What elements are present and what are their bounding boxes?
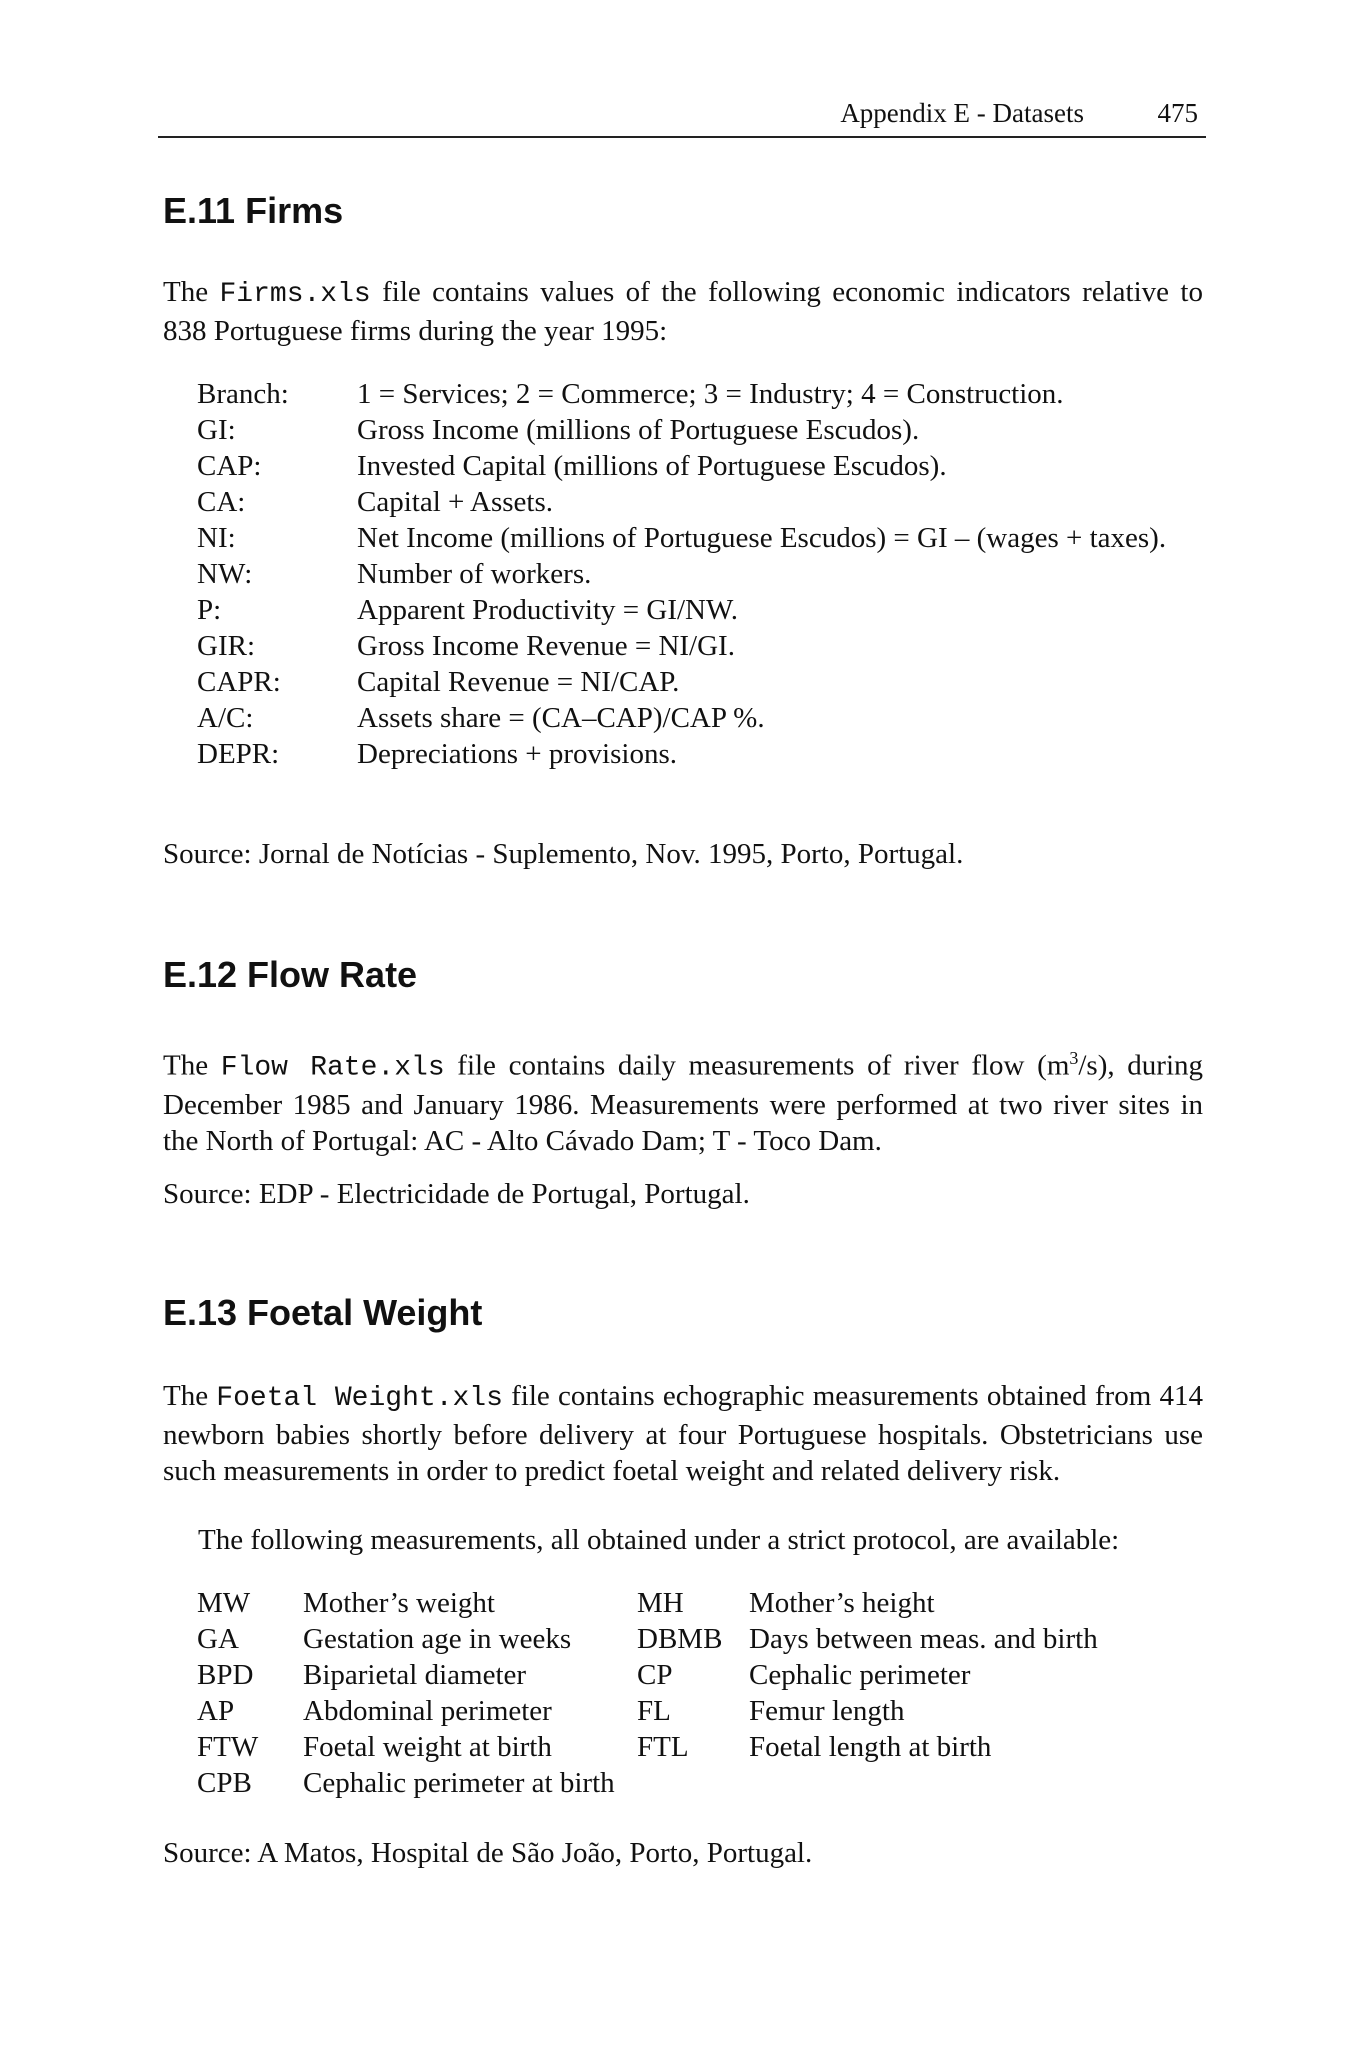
measurement-description: Mother’s weight: [303, 1587, 495, 1619]
flow-rate-filename: Flow Rate.xls: [220, 1052, 445, 1084]
measurement-description: Cephalic perimeter at birth: [303, 1767, 615, 1799]
measurement-code: CP: [637, 1659, 673, 1691]
measurement-description: Gestation age in weeks: [303, 1623, 572, 1655]
variable-code: A/C:: [197, 702, 254, 734]
measurement-code: [637, 1765, 749, 1801]
section-heading-foetal-weight: E.13 Foetal Weight: [163, 1292, 483, 1333]
variable-row: [197, 592, 1203, 628]
section-heading-flow-rate: E.12 Flow Rate: [163, 954, 418, 995]
variable-description: Depreciations + provisions.: [357, 738, 677, 770]
measurement-code: MW: [197, 1587, 251, 1619]
variable-code: CAPR:: [197, 666, 281, 698]
variable-code: GIR:: [197, 630, 255, 662]
variable-code: GI:: [197, 414, 236, 446]
measurement-code: FTL: [637, 1731, 689, 1763]
table-row: [197, 1585, 1149, 1621]
variable-description: Net Income (millions of Portuguese Escudos) = GI – (wages + taxes).: [357, 522, 1167, 554]
variable-row: [197, 520, 1203, 556]
foetal-weight-source: Source: A Matos, Hospital de São João, Porto, Portugal.: [163, 1837, 813, 1869]
measurement-description: Femur length: [749, 1695, 905, 1727]
table-row: [197, 1693, 1149, 1729]
table-row: [197, 1729, 1149, 1765]
measurement-description: Abdominal perimeter: [303, 1695, 552, 1727]
variable-code: CA:: [197, 486, 246, 518]
variable-row: [197, 628, 1203, 664]
flow-rate-source: Source: EDP - Electricidade de Portugal, Portugal.: [163, 1178, 750, 1210]
page-number: 475: [1157, 98, 1198, 128]
firms-intro: The Firms.xls file contains values of the following economic indicators relative to 838 Portuguese firms during the year 1995:: [163, 276, 1203, 347]
variable-description: Invested Capital (millions of Portuguese Escudos).: [357, 450, 947, 482]
variable-description: Number of workers.: [357, 558, 592, 590]
firms-filename: Firms.xls: [219, 279, 371, 310]
foetal-weight-lead: The following measurements, all obtained under a strict protocol, are available:: [198, 1524, 1120, 1556]
variable-code: NI:: [197, 522, 236, 554]
table-row: [197, 1657, 1149, 1693]
variable-row: [197, 700, 1203, 736]
measurement-description: [749, 1765, 1149, 1801]
variable-row: [197, 484, 1203, 520]
variable-row: [197, 448, 1203, 484]
variable-code: Branch:: [197, 378, 289, 410]
variable-row: [197, 412, 1203, 448]
measurement-description: Biparietal diameter: [303, 1659, 527, 1691]
measurement-code: CPB: [197, 1767, 252, 1799]
measurement-code: MH: [637, 1587, 684, 1619]
measurement-description: Days between meas. and birth: [749, 1623, 1098, 1655]
foetal-weight-intro: The Foetal Weight.xls file contains echographic measurements obtained from 414 newborn babies shortly before delivery at four Portuguese hospitals. Obstetricians use such measurements in order to predict foetal weight and related delivery risk.: [163, 1380, 1203, 1487]
variable-code: NW:: [197, 558, 253, 590]
variable-description: 1 = Services; 2 = Commerce; 3 = Industry; 4 = Construction.: [357, 378, 1064, 410]
variable-description: Gross Income (millions of Portuguese Escudos).: [357, 414, 920, 446]
table-row: [197, 1621, 1149, 1657]
table-row: [197, 1765, 1149, 1801]
measurement-description: Cephalic perimeter: [749, 1659, 971, 1691]
variable-description: Capital Revenue = NI/CAP.: [357, 666, 680, 698]
variable-row: [197, 376, 1203, 412]
variable-code: P:: [197, 594, 222, 626]
measurement-code: GA: [197, 1623, 239, 1655]
running-header: [158, 98, 1206, 138]
firms-source: Source: Jornal de Notícias - Suplemento, Nov. 1995, Porto, Portugal.: [163, 838, 964, 870]
variable-description: Assets share = (CA–CAP)/CAP %.: [357, 702, 765, 734]
flow-rate-intro: The Flow Rate.xls file contains daily measurements of river flow $(m^3/s)$, during December 1985 and January 1986. Measurements were performed at two river sites in the North of Portugal: AC - Alto Cávado Dam; T - Toco Dam.: [163, 1048, 1204, 1157]
variable-description: Capital + Assets.: [357, 486, 553, 518]
section-heading-firms: E.11 Firms: [163, 190, 344, 231]
variable-description: Apparent Productivity = GI/NW.: [357, 594, 738, 626]
variable-code: DEPR:: [197, 738, 280, 770]
measurement-table: [197, 1585, 1149, 1801]
measurement-description: Foetal length at birth: [749, 1731, 992, 1763]
measurement-code: DBMB: [637, 1623, 723, 1655]
measurement-code: FTW: [197, 1731, 259, 1763]
variable-row: [197, 736, 1203, 772]
running-title: Appendix E - Datasets: [840, 98, 1084, 128]
variable-code: CAP:: [197, 450, 262, 482]
measurement-description: Foetal weight at birth: [303, 1731, 552, 1763]
measurement-description: Mother’s height: [749, 1587, 935, 1619]
variable-row: [197, 664, 1203, 700]
measurement-code: AP: [197, 1695, 235, 1727]
variable-row: [197, 556, 1203, 592]
variable-description: Gross Income Revenue = NI/GI.: [357, 630, 735, 662]
measurement-code: FL: [637, 1695, 671, 1727]
foetal-weight-filename: Foetal Weight.xls: [216, 1383, 503, 1414]
firms-variable-list: [197, 376, 1203, 772]
measurement-code: BPD: [197, 1659, 254, 1691]
